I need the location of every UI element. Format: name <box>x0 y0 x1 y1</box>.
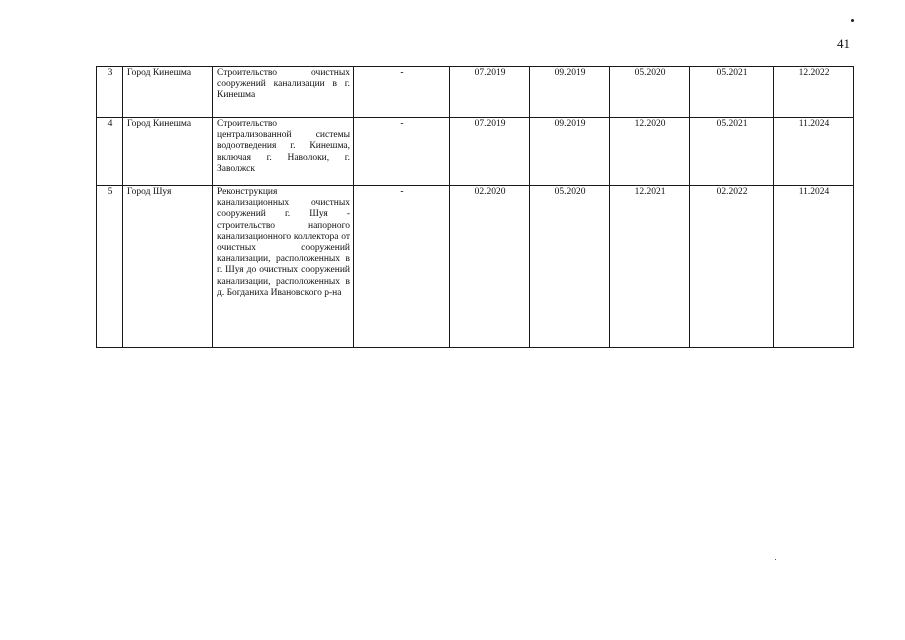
date-cell: 05.2021 <box>690 67 774 118</box>
object-name-cell: Строительство очистных сооружений канализации в г. Кинешма <box>213 67 354 118</box>
schedule-table <box>96 66 854 348</box>
date-cell: 09.2019 <box>530 118 610 186</box>
object-name-cell: Строительство централизованной системы водоотведения г. Кинешма, включая г. Наволоки, г. Заволжск <box>213 118 354 186</box>
date-cell: 12.2020 <box>610 118 690 186</box>
municipality-cell: Город Кинешма <box>123 67 213 118</box>
row-number: 3 <box>97 67 123 118</box>
scan-speck <box>775 559 776 560</box>
dash-cell: - <box>354 67 450 118</box>
dash-cell: - <box>354 118 450 186</box>
dash-cell: - <box>354 186 450 348</box>
date-cell: 07.2019 <box>450 67 530 118</box>
date-cell: 05.2020 <box>610 67 690 118</box>
row-number: 5 <box>97 186 123 348</box>
municipality-cell: Город Кинешма <box>123 118 213 186</box>
date-cell: 05.2020 <box>530 186 610 348</box>
page-mark-dot <box>851 19 854 22</box>
date-cell: 05.2021 <box>690 118 774 186</box>
object-name-cell: Реконструкция канализационных очистных сооружений г. Шуя - строительство напорного канализационного коллектора от очистных сооружений канализации, расположенных в г. Шуя до очистных сооружений канализации, расположенных в д. Богданиха Ивановского р-на <box>213 186 354 348</box>
page-number: 41 <box>837 36 850 51</box>
table-row <box>97 118 854 186</box>
date-cell: 02.2020 <box>450 186 530 348</box>
date-cell: 11.2024 <box>774 186 854 348</box>
date-cell: 09.2019 <box>530 67 610 118</box>
date-cell: 12.2022 <box>774 67 854 118</box>
table-row <box>97 67 854 118</box>
date-cell: 11.2024 <box>774 118 854 186</box>
row-number: 4 <box>97 118 123 186</box>
date-cell: 02.2022 <box>690 186 774 348</box>
date-cell: 12.2021 <box>610 186 690 348</box>
municipality-cell: Город Шуя <box>123 186 213 348</box>
table-row <box>97 186 854 348</box>
date-cell: 07.2019 <box>450 118 530 186</box>
